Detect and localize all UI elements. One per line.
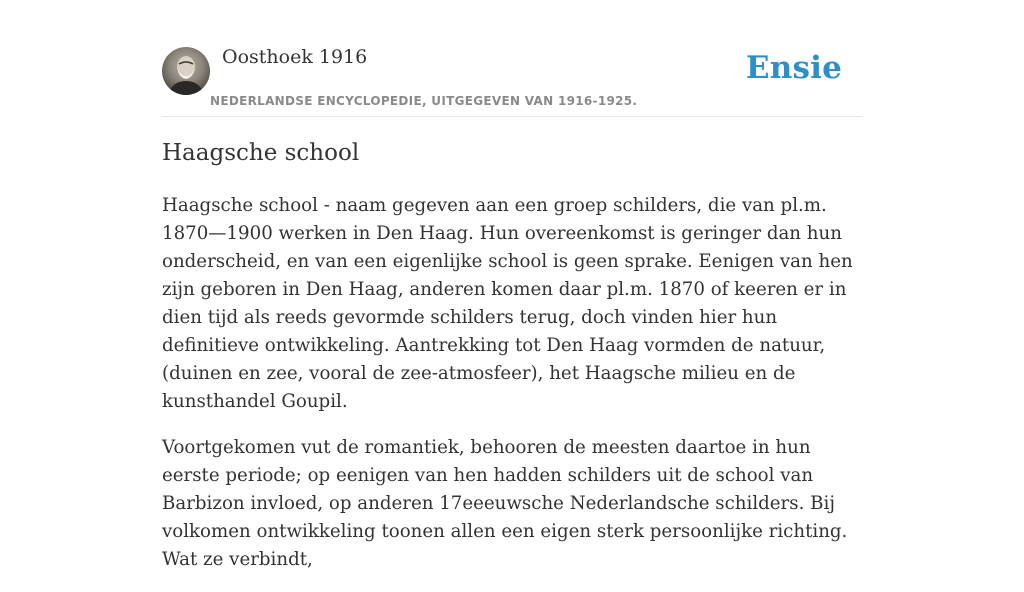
- author-avatar[interactable]: [162, 47, 210, 95]
- article-paragraph: Voortgekomen vut de romantiek, behooren de meesten daartoe in hun eerste periode; op eenigen van hen hadden schilders uit de school van Barbizon invloed, op anderen 17eeeuwsche Nederlandsche schilders. Bij volkomen ontwikkeling toonen allen een eigen sterk persoonlijke richting. Wat ze verbindt,: [162, 437, 848, 570]
- portrait-image: [162, 47, 210, 95]
- article-body: [162, 192, 864, 592]
- source-name[interactable]: Oosthoek 1916: [222, 46, 368, 68]
- page: [162, 0, 862, 570]
- ensie-logo[interactable]: Ensie: [745, 50, 842, 86]
- source-subtitle: NEDERLANDSE ENCYCLOPEDIE, UITGEGEVEN VAN 1916-1925.: [210, 94, 638, 108]
- article-title: Haagsche school: [162, 140, 360, 166]
- article-paragraph: Haagsche school - naam gegeven aan een groep schilders, die van pl.m. 1870—1900 werken in Den Haag. Hun overeenkomst is geringer dan hun onderscheid, en van een eigenlijke school is geen sprake. Eenigen van hen zijn geboren in Den Haag, anderen komen daar pl.m. 1870 of keeren er in dien tijd als reeds gevormde schilders terug, doch vinden hier hun definitieve ontwikkeling. Aantrekking tot Den Haag vormden de natuur, (duinen en zee, vooral de zee-atmosfeer), het Haagsche milieu en de kunsthandel Goupil.: [162, 195, 853, 412]
- source-header: [162, 0, 862, 117]
